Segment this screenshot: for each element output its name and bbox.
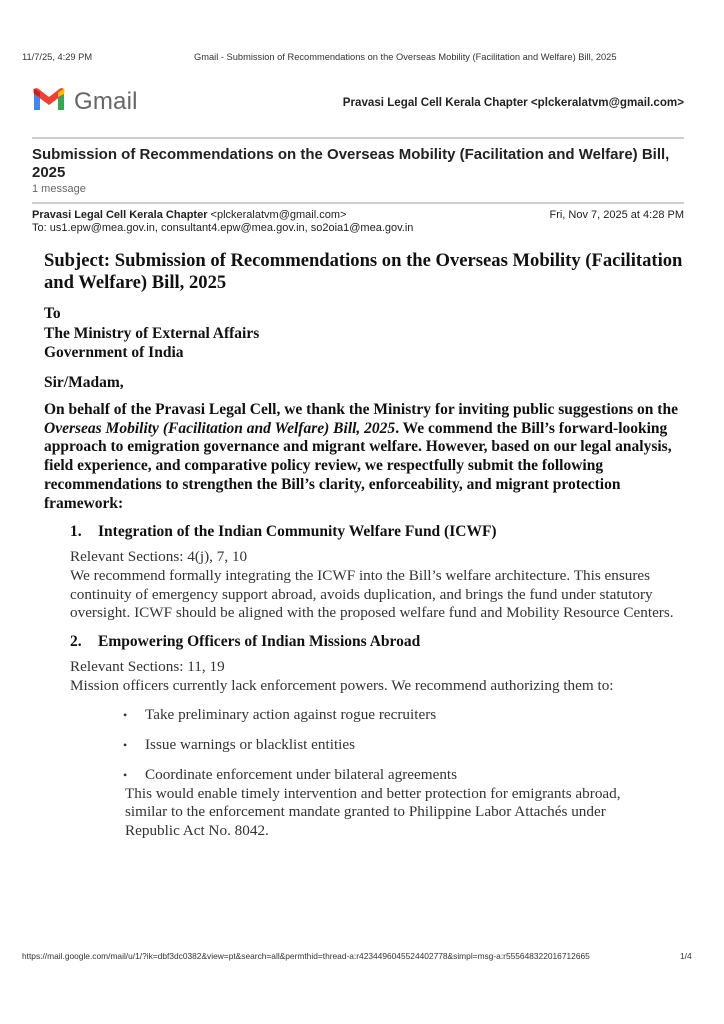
- recommendation-title: Empowering Officers of Indian Missions Abroad: [98, 633, 421, 651]
- gmail-logo[interactable]: [32, 86, 138, 117]
- print-header: [0, 52, 724, 66]
- recommendation-text: Mission officers currently lack enforcement powers. We recommend authorizing them to:: [70, 676, 614, 694]
- recommendation-number: 1.: [70, 523, 82, 541]
- print-url: https://mail.google.com/mail/u/1/?ik=dbf3dc0382&view=pt&search=all&permthid=thread-a:r4234496045524402778&simpl=msg-a:r555648322016712665: [22, 951, 590, 961]
- list-item: [123, 766, 694, 785]
- recommendation-number: 2.: [70, 633, 82, 651]
- sent-date: Fri, Nov 7, 2025 at 4:28 PM: [549, 209, 684, 221]
- gmail-logo-text: Gmail: [74, 87, 138, 115]
- intro-text: . We commend the Bill’s forward-looking approach to emigration governance and migrant welfare. However, based on our legal analysis, field experience, and comparative policy review, we respectfully submit the following recommendations to strengthen the Bill’s clarity, enforceability, and migrant protection framework:: [44, 419, 672, 512]
- closing-paragraph: This would enable timely intervention and better protection for emigrants abroad, similar to the enforcement mandate granted to Philippine Labor Attachés under Republic Act No. 8042.: [125, 784, 621, 839]
- gmail-m-icon: [32, 86, 66, 117]
- address-line: To: [44, 305, 61, 322]
- address-line: Government of India: [44, 344, 184, 361]
- letter-address: [44, 304, 694, 363]
- gmail-header: [32, 86, 684, 120]
- sender-name: Pravasi Legal Cell Kerala Chapter: [32, 209, 208, 221]
- recipients: To: us1.epw@mea.gov.in, consultant4.epw@mea.gov.in, so2oia1@mea.gov.in: [32, 222, 414, 234]
- bullet-icon: •: [123, 738, 128, 753]
- list-item-text: Coordinate enforcement under bilateral agreements: [145, 765, 458, 783]
- list-item: [123, 706, 694, 725]
- print-datetime: 11/7/25, 4:29 PM: [22, 52, 93, 62]
- divider: [32, 202, 684, 204]
- bullet-icon: •: [123, 767, 128, 782]
- thread-title: Submission of Recommendations on the Overseas Mobility (Facilitation and Welfare) Bill, 2025: [32, 146, 670, 181]
- relevant-sections: Relevant Sections: 4(j), 7, 10: [70, 548, 248, 566]
- bullet-icon: •: [123, 708, 128, 723]
- recommendation-body: [70, 548, 710, 623]
- sender-email[interactable]: <plckeralatvm@gmail.com>: [210, 209, 347, 221]
- recommendation-title: Integration of the Indian Community Welfare Fund (ICWF): [98, 523, 497, 541]
- message-header: [32, 209, 684, 222]
- relevant-sections: Relevant Sections: 11, 19: [70, 658, 225, 676]
- recommendation: [70, 522, 694, 623]
- intro-text: On behalf of the Pravasi Legal Cell, we thank the Ministry for inviting public suggestions on the: [44, 401, 678, 418]
- bill-name: Overseas Mobility (Facilitation and Welfare) Bill, 2025: [44, 419, 396, 437]
- list-item-text: Issue warnings or blacklist entities: [145, 736, 356, 754]
- address-line: The Ministry of External Affairs: [44, 324, 260, 342]
- list-item-text: Take preliminary action against rogue recruiters: [145, 706, 437, 724]
- recommendation-heading: [70, 522, 694, 541]
- message-body: [44, 250, 694, 841]
- message-count: 1 message: [32, 183, 86, 195]
- intro-paragraph: [44, 401, 684, 513]
- recommendation-text: We recommend formally integrating the ICWF into the Bill’s welfare architecture. This ensures continuity of emergency support abroad, avoids duplication, and brings the fund under statutory oversight. ICWF should be aligned with the proposed welfare fund and Mobility Resource Centers.: [70, 566, 674, 622]
- letter-subject: Subject: Submission of Recommendations on the Overseas Mobility (Facilitation and Welfare) Bill, 2025: [44, 250, 683, 293]
- account-label: Pravasi Legal Cell Kerala Chapter <plckeralatvm@gmail.com>: [342, 96, 684, 109]
- list-item: [123, 736, 694, 755]
- recommendation: [70, 632, 694, 695]
- page-number: 1/4: [680, 951, 692, 961]
- bullet-list: [123, 706, 694, 784]
- divider: [32, 137, 684, 139]
- print-page-title: Gmail - Submission of Recommendations on the Overseas Mobility (Facilitation and Welfare) Bill, 2025: [194, 52, 617, 62]
- salutation: Sir/Madam,: [44, 373, 124, 391]
- recommendation-heading: [70, 632, 694, 651]
- recommendation-body: [70, 658, 710, 695]
